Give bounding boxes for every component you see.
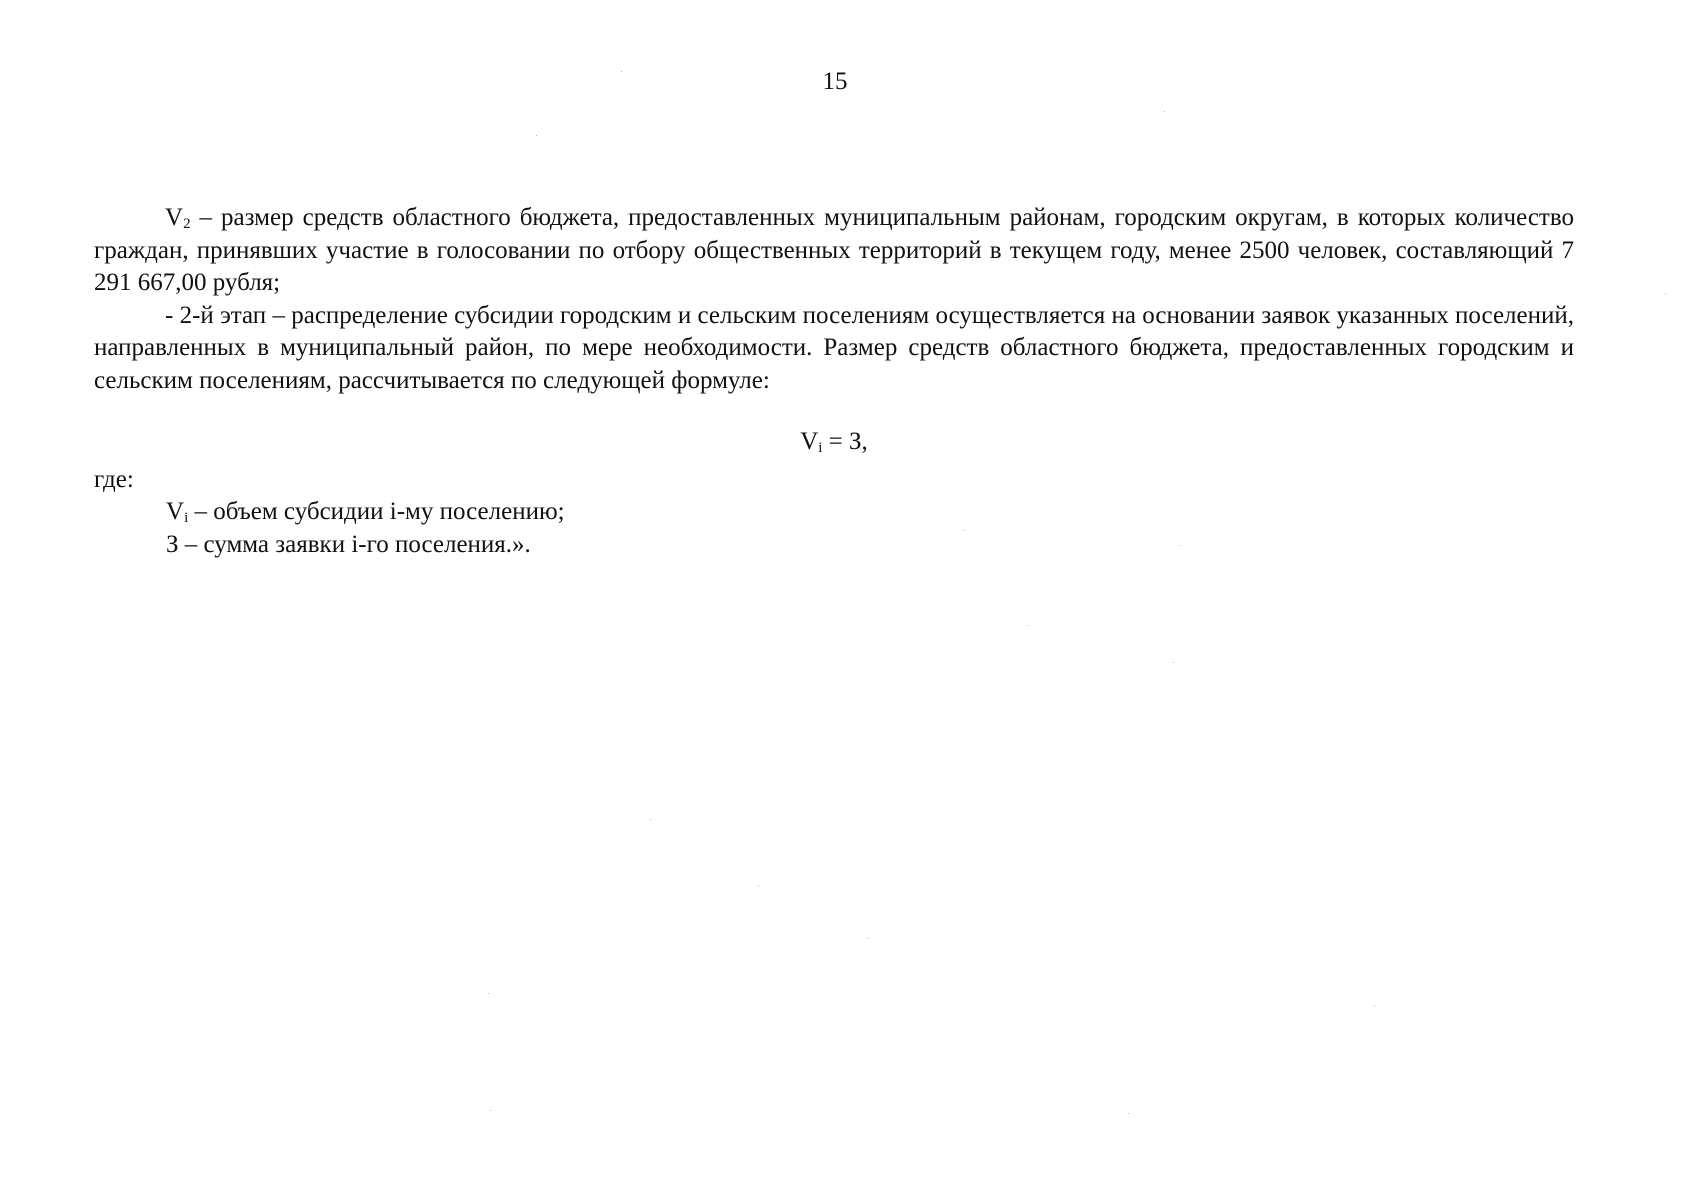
scan-speck xyxy=(1128,1113,1129,1114)
scan-speck xyxy=(621,71,622,72)
scan-speck xyxy=(1374,1005,1375,1006)
scan-speck xyxy=(488,993,489,994)
formula-symbol: V xyxy=(800,428,819,455)
definition-vi-symbol: V xyxy=(166,498,185,525)
formula-rest: = З, xyxy=(822,428,868,455)
scan-speck xyxy=(1665,293,1666,294)
definition-z: З – сумма заявки i-го поселения.». xyxy=(166,531,531,558)
page-number: 15 xyxy=(822,68,848,95)
v2-definition-text: – размер средств областного бюджета, предоставленных муниципальным районам, городским округам, в которых количество граждан, принявших участие в голосовании по отбору общественных территорий в текущем году, менее 2500 человек, составляющий 7 291 667,00 рубля; xyxy=(94,204,1574,296)
scan-speck xyxy=(758,885,759,886)
definition-vi xyxy=(166,496,565,528)
scan-speck xyxy=(1173,662,1174,663)
definition-vi-subscript: i xyxy=(184,510,189,526)
scan-speck xyxy=(650,819,651,820)
scan-speck xyxy=(1180,545,1181,546)
scan-speck xyxy=(868,938,869,939)
scan-speck xyxy=(490,1110,491,1111)
scan-speck xyxy=(1164,111,1165,112)
scan-speck xyxy=(963,530,964,531)
v2-symbol: V xyxy=(165,204,184,231)
scan-speck xyxy=(536,135,537,136)
v2-subscript: 2 xyxy=(183,216,191,232)
paragraph-v2-definition xyxy=(94,202,1574,300)
where-label: где: xyxy=(94,466,134,493)
formula xyxy=(0,428,1668,456)
scan-speck xyxy=(1028,625,1029,626)
definition-vi-text: – объем субсидии i-му поселению; xyxy=(188,498,565,525)
formula-subscript: i xyxy=(818,440,823,456)
body-text xyxy=(94,202,1574,397)
paragraph-stage-two: - 2-й этап – распределение субсидии городским и сельским поселениям осуществляется на основании заявок указанных поселений, направленных в муниципальный район, по мере необходимости. Размер средств областного бюджета, предоставленных городским и сельским поселениям, рассчитывается по следующей формуле: xyxy=(94,301,1574,394)
